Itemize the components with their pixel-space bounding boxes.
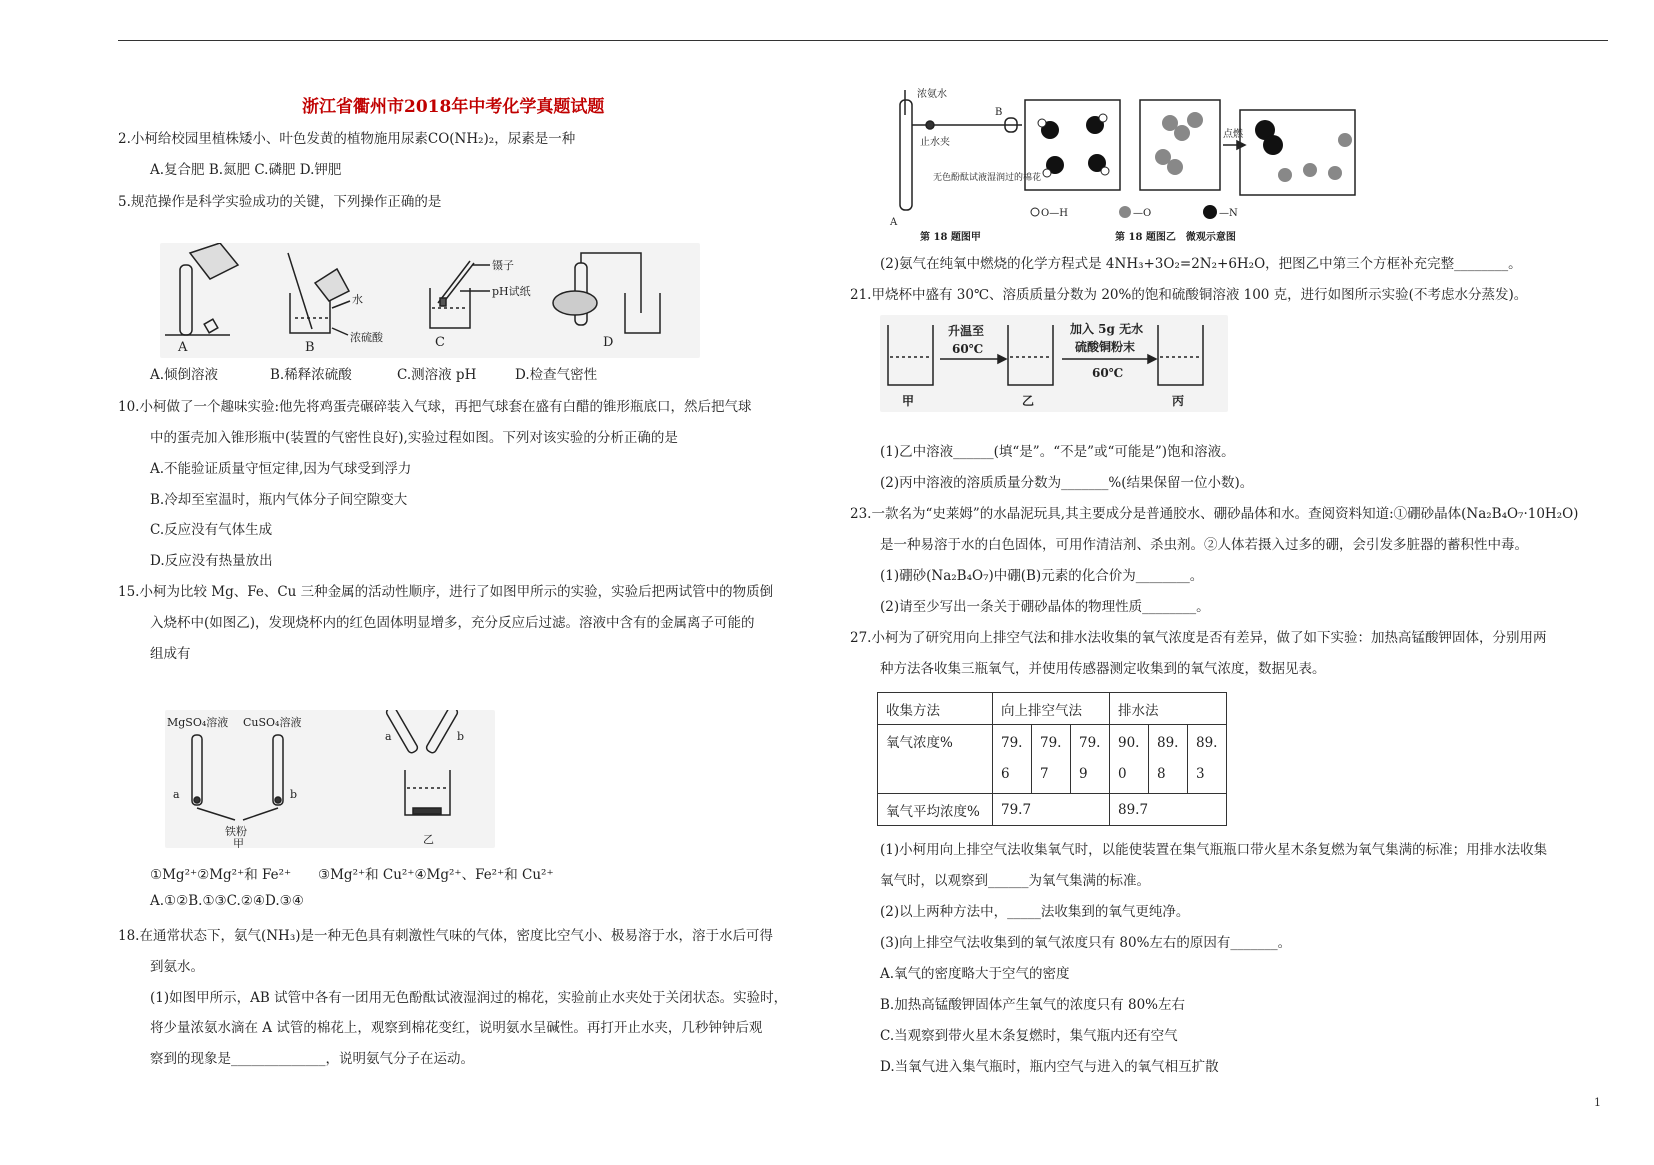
- fig18-b: B: [995, 107, 1003, 118]
- q18-text-3: (1)如图甲所示，AB 试管中各有一团用无色酚酞试液湿润过的棉花，实验前止水夹处于关闭状态。实验时，: [150, 990, 788, 1006]
- q27-option-b: B.加热高锰酸钾固体产生氧气的浓度只有 80%左右: [880, 997, 1186, 1013]
- fig15-b: b: [290, 788, 298, 801]
- fig15-b2: b: [457, 730, 465, 743]
- fig18-legend-h: O—H: [1041, 208, 1068, 219]
- q18-2-text: (2)氨气在纯氧中燃烧的化学方程式是 4NH₃+3O₂=2N₂+6H₂O，把图乙中第三个方框补充完整________。: [880, 256, 1522, 272]
- table-header-up: 向上排空气法: [993, 693, 1110, 725]
- q27-option-c: C.当观察到带火星木条复燃时，集气瓶内还有空气: [880, 1028, 1178, 1044]
- q10-option-b: B.冷却至室温时，瓶内气体分子间空隙变大: [150, 492, 408, 508]
- q23-text-2: 是一种易溶于水的白色固体，可用作清洁剂、杀虫剂。②人体若摄入过多的硼，会引发多脏器的蓄积性中毒。: [880, 537, 1528, 553]
- q27-2-text: (2)以上两种方法中，_____法收集到的氧气更纯净。: [880, 904, 1190, 920]
- page-title: 浙江省衢州市2018年中考化学真题试题: [302, 97, 605, 117]
- table-avg-water: 89.7: [1110, 794, 1227, 826]
- fig5-acid: 浓硫酸: [350, 331, 383, 344]
- fig18-ignite: 点燃: [1223, 129, 1243, 140]
- page-number: 1: [1594, 1096, 1601, 1109]
- q15-options: A.①②B.①③C.②④D.③④: [150, 893, 304, 909]
- fig18-caption-b: 第 18 题图乙 微观示意图: [1115, 232, 1236, 243]
- q27-3-text: (3)向上排空气法收集到的氧气浓度只有 80%左右的原因有_______。: [880, 935, 1292, 951]
- table-cell: 90. 0: [1110, 725, 1149, 794]
- table-row: [878, 794, 1227, 826]
- header-rule: [118, 40, 1608, 41]
- table-cell: 79. 6: [993, 725, 1032, 794]
- fig18-caption-a: 第 18 题图甲: [920, 232, 981, 243]
- fig5-label-d: D: [603, 335, 614, 350]
- q5-option-b: B.稀释浓硫酸: [270, 367, 352, 383]
- fig15-cuso4: CuSO₄溶液: [243, 716, 302, 729]
- q10-option-c: C.反应没有气体生成: [150, 522, 273, 538]
- q23-1-text: (1)硼砂(Na₂B₄O₇)中硼(B)元素的化合价为________。: [880, 568, 1204, 584]
- table-label-concentration: 氧气浓度%: [878, 725, 993, 794]
- fig21-add1: 加入 5g 无水: [1070, 322, 1144, 336]
- fig15-a: a: [173, 788, 180, 801]
- fig5-water: 水: [352, 293, 363, 306]
- fig5-ph: pH试纸: [492, 285, 531, 298]
- q18-text-2: 到氨水。: [150, 959, 204, 975]
- fig21-t1: 60℃: [952, 342, 984, 356]
- fig5-label-b: B: [305, 340, 315, 355]
- table-header-water: 排水法: [1110, 693, 1227, 725]
- q2-text: 2.小柯给校园里植株矮小、叶色发黄的植物施用尿素CO(NH₂)₂，尿素是一种: [118, 131, 576, 147]
- q21-1-text: (1)乙中溶液______(填“是”。“不是”或“可能是”)饱和溶液。: [880, 444, 1235, 460]
- table-avg-up: 79.7: [993, 794, 1110, 826]
- q27-option-d: D.当氧气进入集气瓶时，瓶内空气与进入的氧气相互扩散: [880, 1059, 1219, 1075]
- q15-ions-1: ①Mg²⁺②Mg²⁺和 Fe²⁺: [150, 867, 292, 883]
- fig15-jia: 甲: [233, 837, 244, 848]
- q21-figure: [880, 315, 1228, 412]
- q18-text-5: 察到的现象是______________，说明氨气分子在运动。: [150, 1051, 474, 1067]
- fig18-cotton: 无色酚酞试液湿润过的棉花: [933, 173, 1042, 183]
- fig15-fe: 铁粉: [225, 825, 247, 838]
- fig15-a2: a: [385, 730, 392, 743]
- q5-text: 5.规范操作是科学实验成功的关键，下列操作正确的是: [118, 194, 442, 210]
- fig18-clamp: 止水夹: [920, 137, 950, 148]
- q18-text-1: 18.在通常状态下，氨气(NH₃)是一种无色具有刺激性气味的气体，密度比空气小、极易溶于水，溶于水后可得: [118, 928, 773, 944]
- fig21-jia: 甲: [902, 394, 915, 408]
- oxygen-data-table: [877, 692, 1227, 826]
- q27-option-a: A.氧气的密度略大于空气的密度: [880, 966, 1070, 982]
- q5-option-d: D.检查气密性: [515, 367, 598, 383]
- fig21-bing: 丙: [1172, 394, 1185, 408]
- q5-option-a: A.倾倒溶液: [150, 367, 219, 383]
- fig5-label-c: C: [435, 335, 445, 350]
- table-cell: 79. 9: [1071, 725, 1110, 794]
- fig18-a: A: [890, 217, 898, 228]
- q10-option-a: A.不能验证质量守恒定律,因为气球受到浮力: [150, 461, 412, 477]
- q15-figure: [165, 710, 495, 848]
- q2-options: A.复合肥 B.氮肥 C.磷肥 D.钾肥: [150, 162, 342, 178]
- q23-2-text: (2)请至少写出一条关于硼砂晶体的物理性质________。: [880, 599, 1210, 615]
- fig15-mgso4: MgSO₄溶液: [167, 716, 229, 729]
- fig5-label-a: A: [178, 340, 188, 355]
- q5-figure: [160, 243, 700, 358]
- q15-text-3: 组成有: [150, 646, 191, 662]
- q21-text: 21.甲烧杯中盛有 30℃、溶质质量分数为 20%的饱和硫酸铜溶液 100 克，进行如图所示实验(不考虑水分蒸发)。: [850, 287, 1528, 303]
- q15-text-2: 入烧杯中(如图乙)，发现烧杯内的红色固体明显增多，充分反应后过滤。溶液中含有的金属离子可能的: [150, 615, 755, 631]
- table-row: [878, 693, 1227, 725]
- q27-text-2: 种方法各收集三瓶氧气，并使用传感器测定收集到的氧气浓度，数据见表。: [880, 661, 1326, 677]
- q15-ions-2: ③Mg²⁺和 Cu²⁺④Mg²⁺、Fe²⁺和 Cu²⁺: [318, 867, 554, 883]
- q10-text-1: 10.小柯做了一个趣味实验:他先将鸡蛋壳碾碎装入气球，再把气球套在盛有白醋的锥形瓶底口，然后把气球: [118, 399, 752, 415]
- q18-text-4: 将少量浓氨水滴在 A 试管的棉花上，观察到棉花变红，说明氨水呈碱性。再打开止水夹，几秒钟钟后观: [150, 1020, 763, 1036]
- table-cell: 79. 7: [1032, 725, 1071, 794]
- table-cell: 89. 8: [1149, 725, 1188, 794]
- fig18-legend-o: —O: [1133, 208, 1152, 219]
- fig5-tweezer: 镊子: [492, 259, 514, 272]
- q27-text-1: 27.小柯为了研究用向上排空气法和排水法收集的氧气浓度是否有差异，做了如下实验：加热高锰酸钾固体，分别用两: [850, 630, 1547, 646]
- q15-text-1: 15.小柯为比较 Mg、Fe、Cu 三种金属的活动性顺序，进行了如图甲所示的实验，实验后把两试管中的物质倒: [118, 584, 774, 600]
- table-label-average: 氧气平均浓度%: [878, 794, 993, 826]
- q5-option-c: C.测溶液 pH: [397, 367, 477, 383]
- fig21-heat: 升温至: [948, 324, 985, 338]
- fig21-t2: 60℃: [1092, 366, 1124, 380]
- q18-figure: [885, 85, 1365, 245]
- q10-text-2: 中的蛋壳加入锥形瓶中(装置的气密性良好),实验过程如图。下列对该实验的分析正确的是: [150, 430, 678, 446]
- q21-2-text: (2)丙中溶液的溶质质量分数为_______%(结果保留一位小数)。: [880, 475, 1254, 491]
- table-cell: 89. 3: [1188, 725, 1227, 794]
- fig21-yi: 乙: [1022, 394, 1035, 408]
- fig18-legend-n: —N: [1219, 208, 1238, 219]
- table-row: [878, 725, 1227, 794]
- q27-1-text-a: (1)小柯用向上排空气法收集氧气时，以能使装置在集气瓶瓶口带火星木条复燃为氧气集满的标准；用排水法收集: [880, 842, 1548, 858]
- q23-text-1: 23.一款名为“史莱姆”的水晶泥玩具,其主要成分是普通胶水、硼砂晶体和水。查阅资料知道:①硼砂晶体(Na₂B₄O₇·10H₂O): [850, 506, 1579, 522]
- q27-1-text-b: 氧气时，以观察到______为氧气集满的标准。: [880, 873, 1150, 889]
- table-header-method: 收集方法: [878, 693, 993, 725]
- fig18-nh3: 浓氨水: [917, 89, 947, 100]
- fig15-yi: 乙: [423, 833, 434, 846]
- fig21-add2: 硫酸铜粉末: [1075, 340, 1136, 354]
- q10-option-d: D.反应没有热量放出: [150, 553, 273, 569]
